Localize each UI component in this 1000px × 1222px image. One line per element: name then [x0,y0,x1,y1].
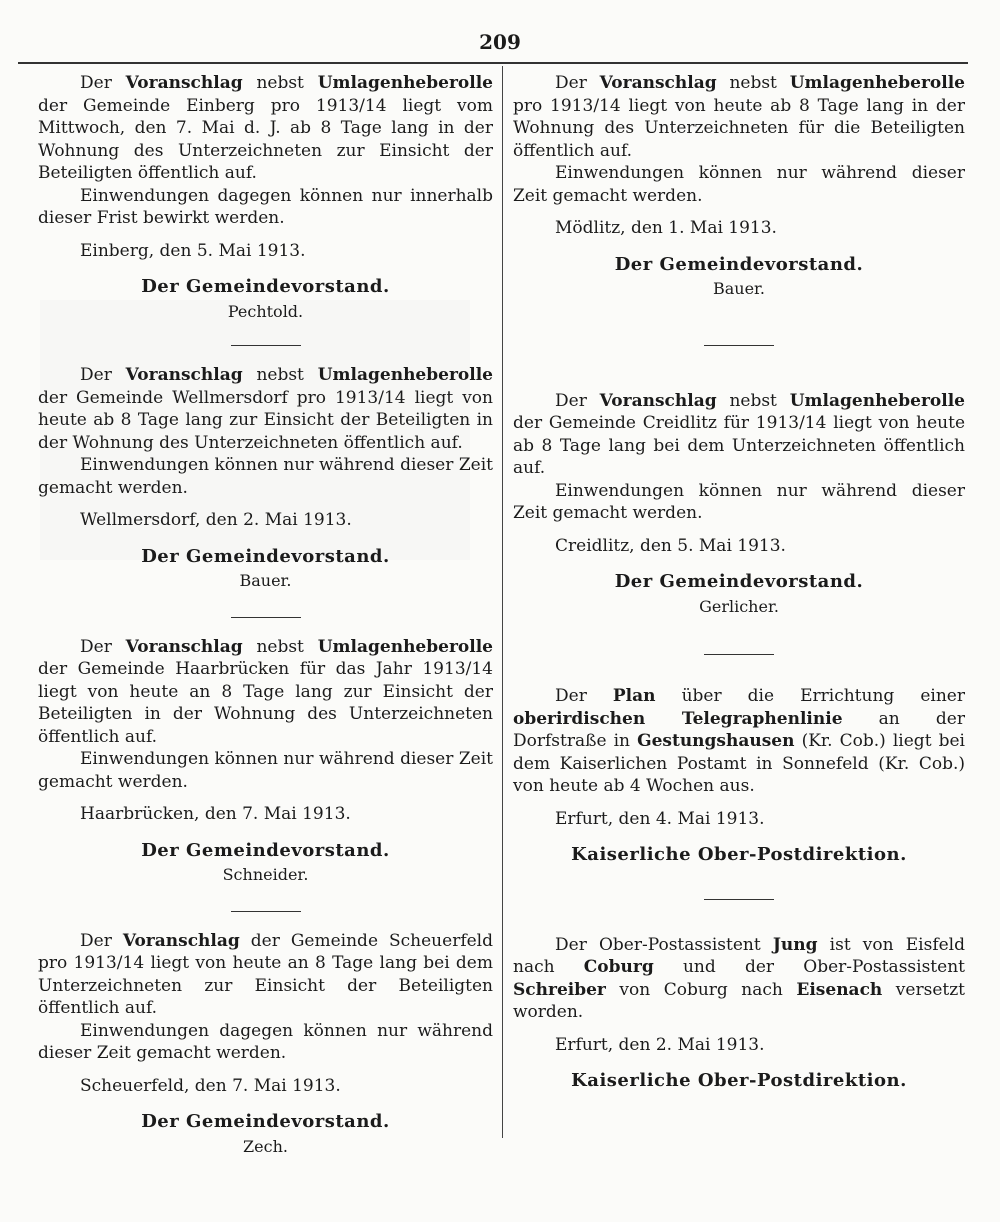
right-column [513,72,965,1093]
notice-haarbruecken [38,636,493,887]
notice-telegraph-line [513,685,965,867]
authority-signature: Der Gemeindevorstand. [141,276,390,297]
body-text: Der [80,365,126,385]
authority-signature: Der Gemeindevorstand. [141,545,390,567]
notice-einberg [38,72,493,323]
place-date: Wellmersdorf, den 2. Mai 1913. [80,510,352,530]
notice-body [513,72,965,162]
place-date: Scheuerfeld, den 7. Mai 1913. [80,1075,341,1096]
body-keyword: Umlagenheberolle [789,73,965,93]
body-text: nebst [242,636,318,657]
objection-text: Einwendungen dagegen können nur während dieser Zeit gemacht werden. [38,1020,493,1063]
authority-signature: Der Gemeindevorstand. [141,1111,390,1132]
body-text: Der [555,686,613,706]
body-text: Der [80,636,126,657]
body-text: der Gemeinde Scheuerfeld pro 1913/14 liegt von heute an 8 Tage lang bei dem Unterzeichneten zur Einsicht der Beteiligten öffentlich auf. [38,930,493,1018]
place-date: Creidlitz, den 5. Mai 1913. [555,535,786,556]
body-text: und der Ober-Postassistent [653,957,965,977]
body-text: versetzt worden. [513,979,965,1022]
place-date: Mödlitz, den 1. Mai 1913. [555,218,777,238]
body-text: nebst [242,365,318,385]
objection-text: Einwendungen dagegen können nur innerhalb dieser Frist bewirkt werden. [38,185,493,228]
notice-separator [231,617,301,618]
body-text: (Kr. Cob.) liegt bei dem Kaiserlichen Postamt in Sonnefeld (Kr. Cob.) von heute ab 4 Wochen aus. [513,731,965,796]
body-text: an der Dorfstraße in [513,708,965,751]
body-keyword: Voranschlag [125,365,243,385]
authority-signature: Der Gemeindevorstand. [614,253,864,275]
notice-separator [231,911,301,912]
body-keyword: Umlagenheberolle [317,365,493,385]
body-keyword: Voranschlag [599,390,717,411]
body-text: pro 1913/14 liegt von heute ab 8 Tage lang in der Wohnung des Unterzeichneten für die Beteiligten öffentlich auf. [513,95,965,161]
body-text: der Gemeinde Haarbrücken für das Jahr 1913/14 liegt von heute an 8 Tage lang zur Einsicht der Beteiligten in der Wohnung des Unterzeichneten öffentlich auf. [38,659,493,747]
body-keyword: Voranschlag [125,636,243,657]
body-keyword: Coburg [583,957,654,977]
body-keyword: Voranschlag [122,930,240,951]
body-text: ist von Eisfeld nach [513,934,965,977]
body-keyword: Gestungshausen [637,731,795,751]
body-keyword: Eisenach [796,979,883,1000]
authority-signature: Kaiserliche Ober-Postdirektion. [571,1070,907,1091]
body-keyword: Voranschlag [125,73,243,93]
body-keyword: Umlagenheberolle [789,390,965,411]
notice-body [38,930,493,1020]
authority-signature: Kaiserliche Ober-Postdirektion. [571,844,907,865]
body-text: der Gemeinde Wellmersdorf pro 1913/14 liegt von heute ab 8 Tage lang zur Einsicht der Beteiligten in der Wohnung des Unterzeichneten öffentlich auf. [38,387,493,453]
body-text: der Gemeinde Einberg pro 1913/14 liegt vom Mittwoch, den 7. Mai d. J. ab 8 Tage lang in der Wohnung des Unterzeichneten zur Einsicht der Beteiligten öffentlich auf. [38,95,493,183]
body-keyword: Jung [772,934,818,955]
objection-text: Einwendungen können nur während dieser Zeit gemacht werden. [38,749,493,792]
notice-wellmersdorf [38,364,493,593]
notice-body [38,636,493,749]
signatory-name: Gerlicher. [699,596,779,616]
place-date: Einberg, den 5. Mai 1913. [80,240,306,261]
body-text: nebst [242,73,318,93]
signatory-name: Bauer. [239,571,292,590]
notice-body [38,72,493,185]
body-text: der Gemeinde Creidlitz für 1913/14 liegt von heute ab 8 Tage lang bei dem Unterzeichneten öffentlich auf. [513,413,965,478]
signatory-name: Schneider. [222,865,309,884]
body-text: nebst [716,390,790,411]
signatory-name: Bauer. [712,279,766,298]
notice-body [513,390,965,480]
notice-separator [231,345,301,346]
column-divider [502,66,503,1138]
notice-personnel-transfer [513,934,965,1093]
notice-body [38,364,493,454]
body-text: Der [555,73,600,93]
body-text: Der [555,390,600,411]
place-date: Erfurt, den 4. Mai 1913. [555,808,765,829]
body-text: Der Ober-Postassistent [555,934,773,955]
objection-text: Einwendungen können nur während dieser Zeit gemacht werden. [513,480,965,523]
place-date: Haarbrücken, den 7. Mai 1913. [80,804,351,824]
body-keyword: Voranschlag [599,73,717,93]
notice-separator [704,654,774,655]
signatory-name: Pechtold. [227,301,304,321]
objection-text: Einwendungen können nur während dieser Zeit gemacht werden. [513,163,965,206]
body-text: nebst [716,73,790,93]
body-text: über die Errichtung einer [655,686,965,706]
notice-scheuerfeld [38,930,493,1159]
notice-body [513,685,965,798]
body-keyword: Schreiber [513,979,606,1000]
body-text: Der [80,930,123,951]
objection-text: Einwendungen können nur während dieser Zeit gemacht werden. [38,455,493,498]
body-keyword: Umlagenheberolle [317,73,493,93]
notice-separator [704,345,774,346]
authority-signature: Der Gemeindevorstand. [141,839,390,861]
authority-signature: Der Gemeindevorstand. [614,571,864,592]
page-number: 209 [479,30,521,54]
left-column [38,72,493,1158]
body-keyword: Umlagenheberolle [317,636,493,657]
body-keyword: Plan [612,686,656,706]
header-rule [18,62,968,64]
notice-body [513,934,965,1024]
body-text: Der [80,73,126,93]
place-date: Erfurt, den 2. Mai 1913. [555,1034,765,1055]
signatory-name: Zech. [243,1136,288,1156]
body-text: von Coburg nach [605,979,797,1000]
notice-moedlitz [513,72,965,301]
body-keyword: oberirdischen Telegraphenlinie [513,708,843,729]
notice-separator [704,899,774,900]
notice-creidlitz [513,390,965,619]
